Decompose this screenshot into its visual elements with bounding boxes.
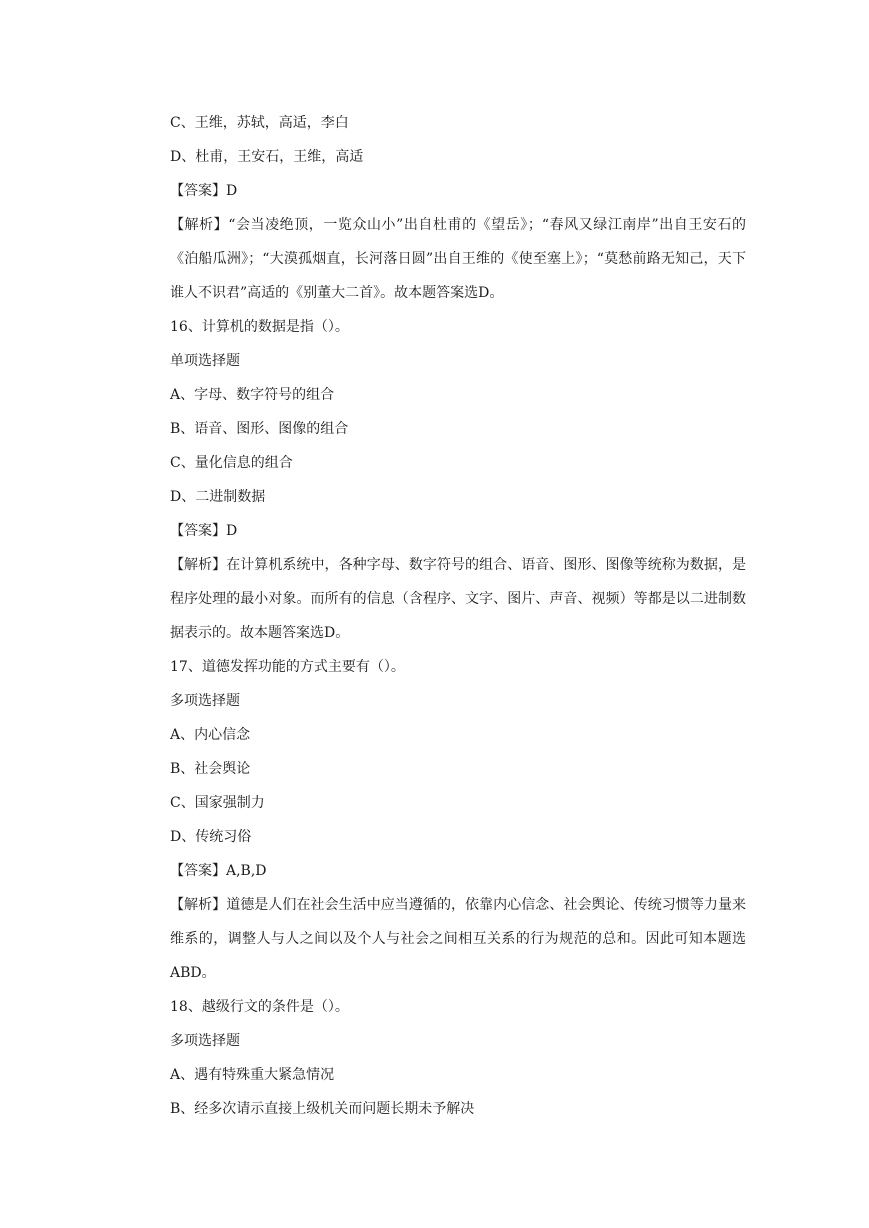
q16-type: 单项选择题 <box>170 353 240 369</box>
q18-type: 多项选择题 <box>170 1033 240 1049</box>
answer-value: D <box>226 523 238 539</box>
q15-option-c: C、王维，苏轼，高适，李白 <box>170 115 349 131</box>
q16-option-a: A、字母、数字符号的组合 <box>170 387 335 403</box>
analysis-text: 道德是人们在社会生活中应当遵循的，依靠内心信念、社会舆论、传统习惯等力量来维系的，调整人与人之间以及个人与社会之间相互关系的行为规范的总和。因此可知本题选ABD。 <box>170 897 747 981</box>
q16-option-d: D、二进制数据 <box>170 489 266 505</box>
analysis-tag: 【解析】 <box>170 557 227 573</box>
answer-value: A,B,D <box>226 863 267 879</box>
q17-option-b: B、社会舆论 <box>170 761 251 777</box>
q16-option-c: C、量化信息的组合 <box>170 455 293 471</box>
analysis-text: 在计算机系统中，各种字母、数字符号的组合、语音、图形、图像等统称为数据，是程序处理的最小对象。而所有的信息（含程序、文字、图片、声音、视频）等都是以二进制数据表示的。故本题答案选D。 <box>170 557 747 641</box>
q15-option-d: D、杜甫，王安石，王维，高适 <box>170 149 364 165</box>
q16-question: 16、计算机的数据是指（）。 <box>170 319 349 335</box>
q17-type: 多项选择题 <box>170 693 240 709</box>
analysis-tag: 【解析】 <box>170 217 229 233</box>
q16-answer <box>170 514 745 548</box>
answer-value: D <box>226 183 238 199</box>
document-content <box>170 106 745 1126</box>
q17-option-a: A、内心信念 <box>170 727 251 743</box>
q17-answer <box>170 854 745 888</box>
answer-tag: 【答案】 <box>170 523 226 539</box>
q17-option-c: C、国家强制力 <box>170 795 265 811</box>
q18-option-b: B、经多次请示直接上级机关而问题长期未予解决 <box>170 1101 475 1117</box>
q15-analysis <box>122 208 746 310</box>
q18-question: 18、越级行文的条件是（）。 <box>170 999 349 1015</box>
q17-analysis <box>122 888 746 990</box>
analysis-tag: 【解析】 <box>170 897 227 913</box>
q18-option-a: A、遇有特殊重大紧急情况 <box>170 1067 335 1083</box>
answer-tag: 【答案】 <box>170 863 226 879</box>
q15-answer <box>170 174 745 208</box>
analysis-text: “会当凌绝顶，一览众山小”出自杜甫的《望岳》；“春风又绿江南岸”出自王安石的《泊船瓜洲》；“大漠孤烟直，长河落日圆”出自王维的《使至塞上》；“莫愁前路无知己，天下谁人不识君”高适的《别董大二首》。故本题答案选D。 <box>170 217 747 301</box>
answer-tag: 【答案】 <box>170 183 226 199</box>
q16-option-b: B、语音、图形、图像的组合 <box>170 421 349 437</box>
q17-question: 17、道德发挥功能的方式主要有（）。 <box>170 659 405 675</box>
q17-option-d: D、传统习俗 <box>170 829 252 845</box>
q16-analysis <box>122 548 746 650</box>
